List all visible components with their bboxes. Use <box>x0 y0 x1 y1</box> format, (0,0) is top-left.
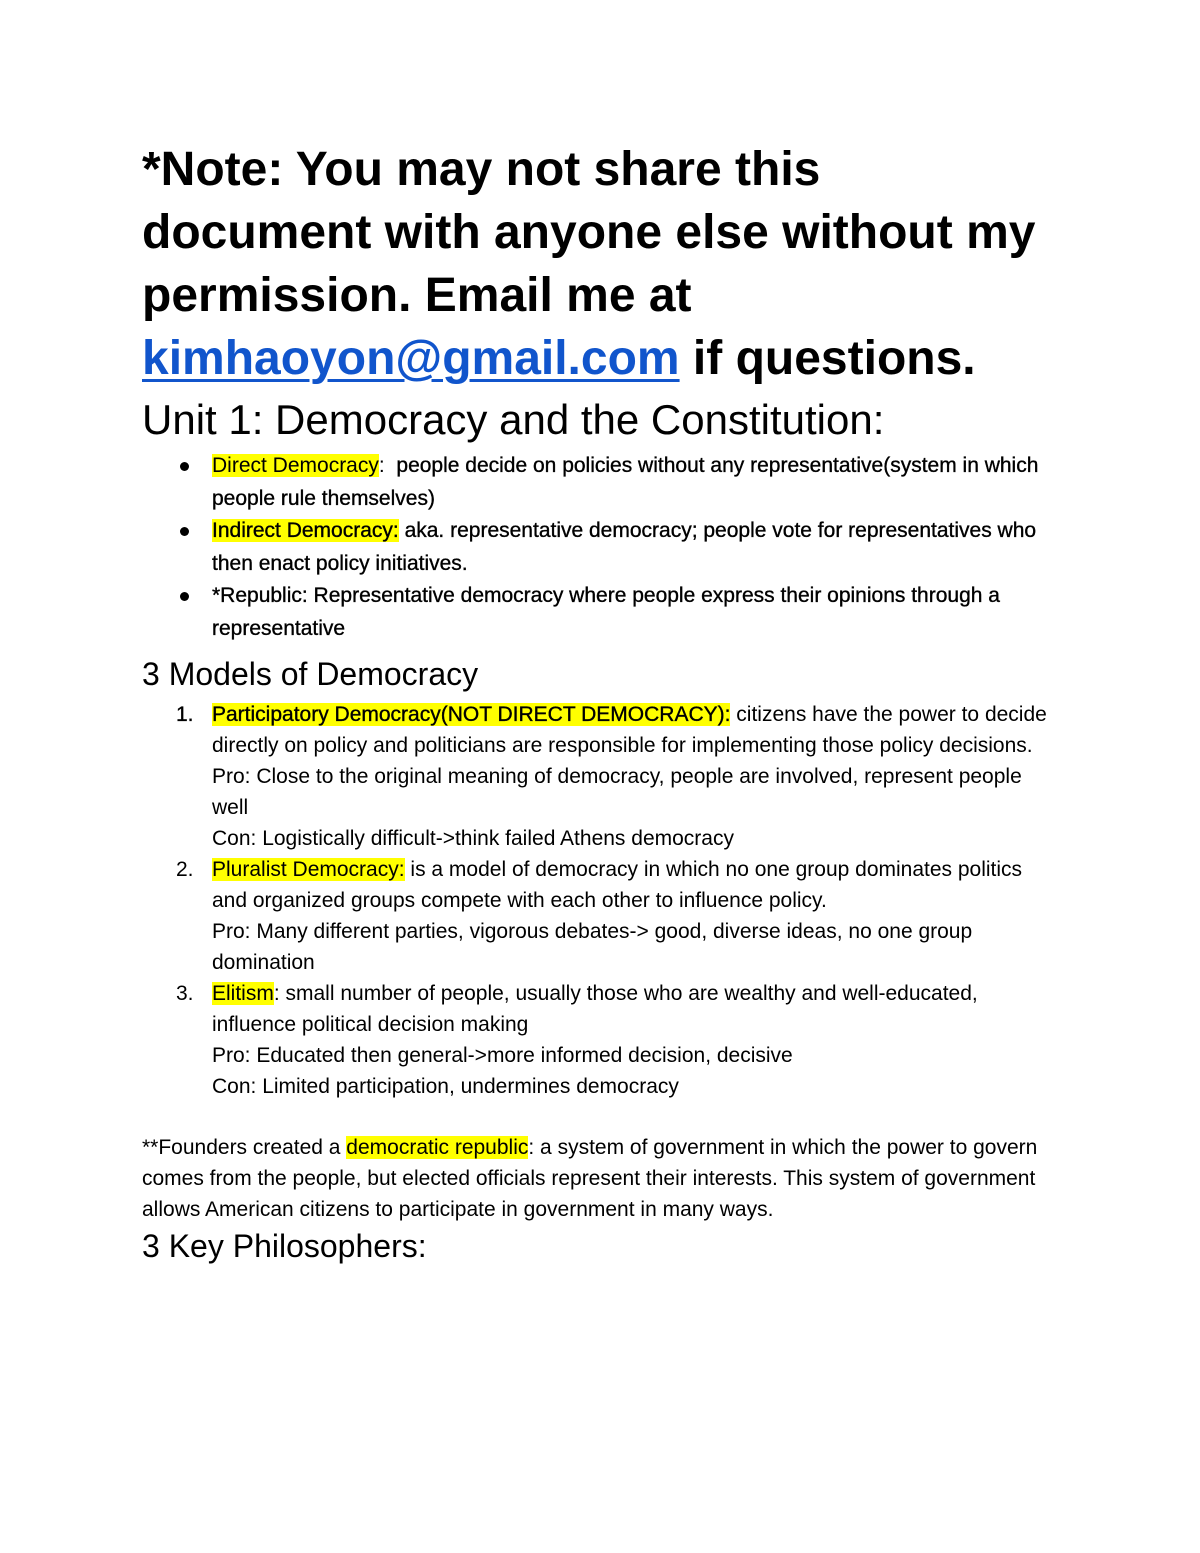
definition-text: *Republic: Representative democracy where people express their opinions through a representative <box>212 584 1000 640</box>
note-text-end: if questions. <box>679 332 976 385</box>
bullet-icon <box>180 592 189 601</box>
document-page <box>142 138 1062 1267</box>
item-number: 1. <box>176 703 194 726</box>
item-number: 3. <box>176 982 194 1005</box>
model-con: Con: Limited participation, undermines democracy <box>212 1075 679 1098</box>
bullet-icon <box>180 527 189 536</box>
list-item <box>142 699 1062 854</box>
list-item <box>142 978 1062 1102</box>
note-paragraph <box>142 138 1062 390</box>
item-number: 2. <box>176 858 194 881</box>
models-list <box>142 699 1062 1102</box>
list-item <box>142 580 1062 645</box>
bullet-icon <box>180 462 189 471</box>
model-description: : small number of people, usually those who are wealthy and well-educated, influence political decision making <box>212 982 978 1036</box>
list-item <box>142 515 1062 580</box>
term-direct-democracy: Direct Democracy <box>212 454 379 477</box>
unit-title: Unit 1: Democracy and the Constitution: <box>142 396 885 443</box>
list-item <box>142 450 1062 515</box>
model-con: Con: Logistically difficult->think failed Athens democracy <box>212 827 734 850</box>
model-pro: Pro: Many different parties, vigorous debates-> good, diverse ideas, no one group domination <box>212 920 973 974</box>
definitions-list <box>142 450 1062 645</box>
term-indirect-democracy: Indirect Democracy: <box>212 519 399 542</box>
term-pluralist-democracy: Pluralist Democracy: <box>212 858 405 881</box>
philosophers-title: 3 Key Philosophers: <box>142 1228 427 1264</box>
models-title: 3 Models of Democracy <box>142 656 479 692</box>
definition-text: people decide on policies without any representative(system in which people rule themselves) <box>212 454 1045 510</box>
model-description: is a model of democracy in which no one group dominates politics and organized groups compete with each other to influence policy. <box>212 858 1023 912</box>
term-elitism: Elitism <box>212 982 274 1005</box>
model-pro: Pro: Close to the original meaning of democracy, people are involved, represent people well <box>212 765 1022 819</box>
founders-paragraph <box>142 1132 1062 1225</box>
term-separator: : <box>378 454 385 477</box>
founders-text: : a system of government in which the power to govern comes from the people, but elected officials represent their interests. This system of government allows American citizens to participate in government in many ways. <box>142 1136 1038 1221</box>
term-participatory-democracy: Participatory Democracy(NOT DIRECT DEMOCRACY): <box>212 703 731 726</box>
email-link[interactable]: kimhaoyon@gmail.com <box>142 332 680 385</box>
model-pro: Pro: Educated then general->more informed decision, decisive <box>212 1044 793 1067</box>
list-item <box>142 854 1062 978</box>
definition-text: aka. representative democracy; people vote for representatives who then enact policy initiatives. <box>212 519 1037 575</box>
model-description: citizens have the power to decide directly on policy and politicians are responsible for implementing those policy decisions. <box>212 703 1047 757</box>
founders-prefix: **Founders created a <box>142 1136 347 1159</box>
note-text: *Note: You may not share this document with anyone else without my permission. Email me at <box>142 143 1036 322</box>
term-democratic-republic: democratic republic <box>346 1136 529 1159</box>
